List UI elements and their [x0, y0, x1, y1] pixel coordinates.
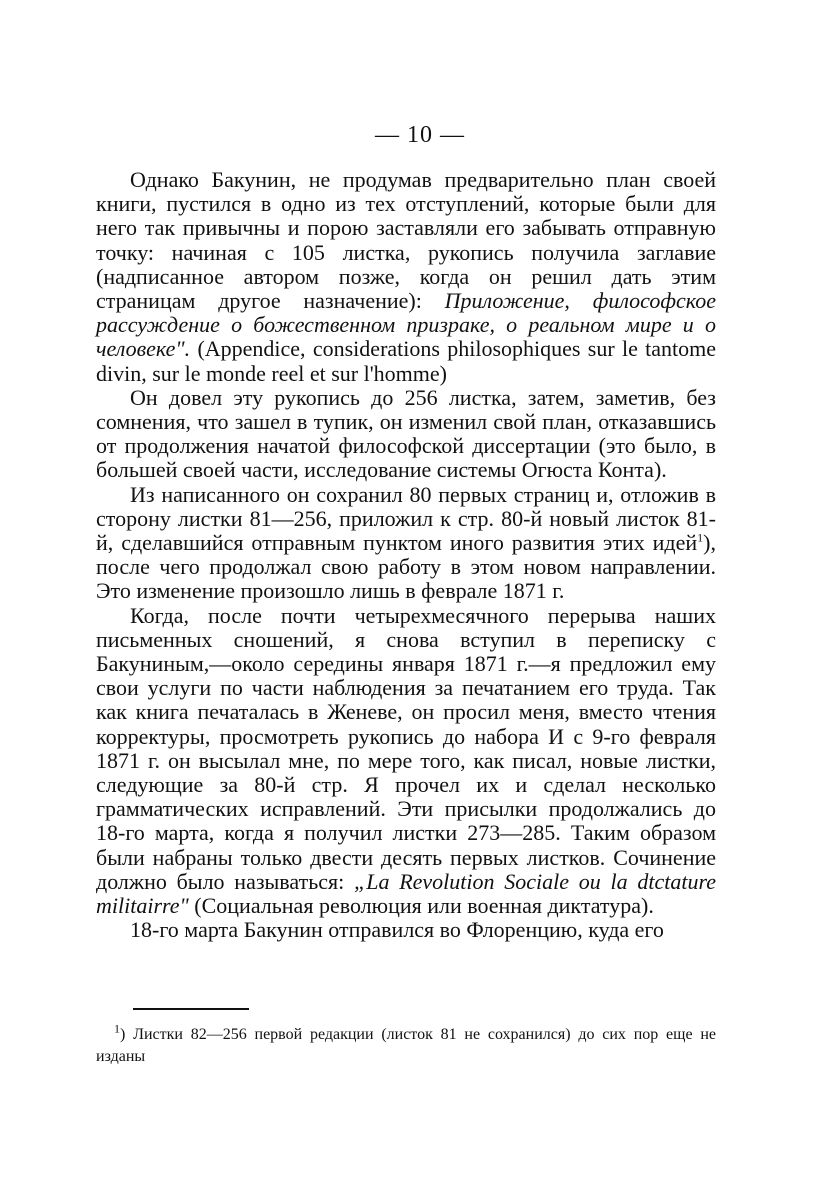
footnote-mark: 1	[114, 1021, 120, 1036]
paragraph-3-after: ), после чего продолжал свою работу в этом новом направлении. Это изменение произошло лишь в феврале 1871 г.	[96, 530, 716, 604]
main-text	[96, 168, 716, 943]
paragraph-2-text: Он довел эту рукопись до 256 листка, затем, заметив, без сомнения, что зашел в тупик, он изменил свой план, отказавшись от продолжения начатой философской диссертации (это было, в большей своей части, исследование системы Огюста Конта).	[96, 384, 716, 483]
paragraph-4-after: (Социальная революция или военная диктатура).	[188, 893, 654, 919]
paragraph-4-italic-title: „La Revolution Sociale ou la dtctature militairre"	[96, 868, 716, 919]
footnote-reference: 1	[697, 530, 704, 545]
paragraph-5	[96, 918, 716, 942]
paragraph-3-text: Из написанного он сохранил 80 первых страниц и, отложив в сторону листки 81—256, приложил к стр. 80-й новый листок 81-й, сделавшийся отправным пунктом иного развития этих идей	[96, 481, 716, 556]
paragraph-5-text: 18-го марта Бакунин отправился во Флоренцию, куда его	[130, 917, 664, 943]
footnote-paragraph	[96, 1021, 716, 1068]
page-number: — 10 —	[375, 122, 465, 148]
paragraph-1	[96, 168, 716, 386]
footnote-divider	[133, 1008, 249, 1010]
paragraph-1-after: (Appendice, considerations philosophiques sur le tantome divin, sur le monde reel et sur l'homme)	[96, 336, 716, 386]
paragraph-3	[96, 483, 716, 604]
paragraph-1-text: Однако Бакунин, не продумав предварительно план своей книги, пустился в одно из тех отступлений, которые были для него так привычны и порою заставляли его забывать отправную точку: начиная с 105 листка, рукопись получила заглавие (надписанное автором позже, когда он решил дать этим страницам другое назначение):	[96, 167, 716, 314]
footnote-text: ) Листки 82—256 первой редакции (листок 81 не сохранился) до сих пор еще не изданы	[96, 1026, 716, 1065]
paragraph-4-text: Когда, после почти четырехмесячного перерыва наших письменных сношений, я снова вступил в переписку с Бакуниным,—около середины января 1871 г.—я предложил ему свои услуги по части наблюдения за печатанием его труда. Так как книга печаталась в Женеве, он просил меня, вместо чтения корректуры, просмотреть рукопись до набора И с 9-го февраля 1871 г. он высылал мне, по мере того, как писал, новые листки, следующие за 80-й стр. Я прочел их и сделал несколько грамматических исправлений. Эти присылки продолжались до 18-го марта, когда я получил листки 273—285. Таким образом были набраны только двести десять первых листков. Сочинение должно было называться:	[96, 602, 716, 894]
paragraph-4	[96, 604, 716, 919]
paragraph-1-italic-title: Приложение, философское рассуждение о божественном призраке, о реальном мире и о человеке".	[96, 288, 716, 362]
paragraph-2	[96, 386, 716, 483]
footnote	[96, 1021, 716, 1068]
